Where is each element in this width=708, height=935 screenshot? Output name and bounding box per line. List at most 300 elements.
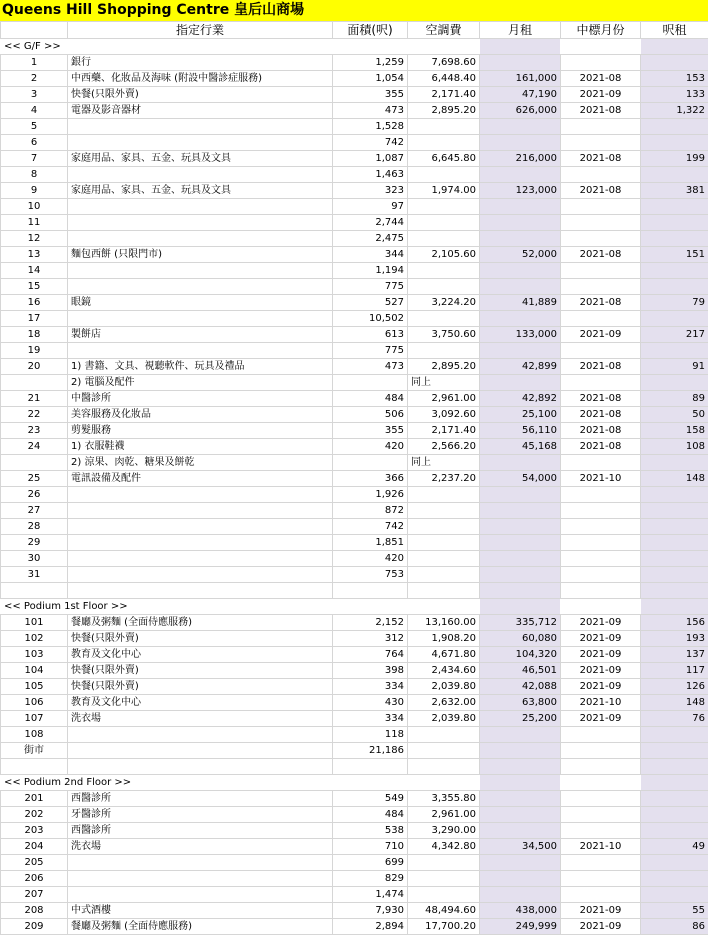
rent-per-sqft-cell: 117 xyxy=(641,663,708,679)
area-cell: 2,475 xyxy=(333,231,408,247)
monthly-rent-cell: 133,000 xyxy=(480,327,561,343)
ac-fee-cell xyxy=(408,503,480,519)
area-cell: 398 xyxy=(333,663,408,679)
rent-per-sqft-cell xyxy=(641,887,708,903)
area-cell: 7,930 xyxy=(333,903,408,919)
unit-cell: 27 xyxy=(1,503,68,519)
unit-cell: 9 xyxy=(1,183,68,199)
rent-per-sqft-cell xyxy=(641,119,708,135)
ac-fee-cell: 2,566.20 xyxy=(408,439,480,455)
monthly-rent-cell xyxy=(480,231,561,247)
area-cell: 2,744 xyxy=(333,215,408,231)
table-row xyxy=(1,71,708,87)
monthly-rent-cell: 34,500 xyxy=(480,839,561,855)
rent-per-sqft-cell xyxy=(641,487,708,503)
ac-fee-cell: 4,671.80 xyxy=(408,647,480,663)
trade-cell xyxy=(68,567,333,583)
section-header-row xyxy=(1,39,708,55)
table-row xyxy=(1,247,708,263)
section-label: << Podium 1st Floor >> xyxy=(1,599,333,615)
rent-per-sqft-cell: 79 xyxy=(641,295,708,311)
area-cell: 118 xyxy=(333,727,408,743)
tender-month-cell: 2021-08 xyxy=(561,151,641,167)
table-row xyxy=(1,535,708,551)
trade-cell: 眼鏡 xyxy=(68,295,333,311)
spacer-cell xyxy=(641,599,708,615)
table-row xyxy=(1,823,708,839)
monthly-rent-cell: 42,088 xyxy=(480,679,561,695)
rent-per-sqft-cell xyxy=(641,519,708,535)
trade-cell: 西醫診所 xyxy=(68,823,333,839)
area-cell: 1,087 xyxy=(333,151,408,167)
table-row xyxy=(1,743,708,759)
trade-cell: 電器及影音器材 xyxy=(68,103,333,119)
col-header-rent-per-sqft: 呎租 xyxy=(641,22,708,39)
rent-per-sqft-cell xyxy=(641,199,708,215)
monthly-rent-cell: 335,712 xyxy=(480,615,561,631)
ac-fee-cell xyxy=(408,135,480,151)
unit-cell: 108 xyxy=(1,727,68,743)
tender-month-cell xyxy=(561,199,641,215)
tender-month-cell xyxy=(561,311,641,327)
ac-fee-cell xyxy=(408,279,480,295)
trade-cell xyxy=(68,855,333,871)
spacer-cell xyxy=(641,39,708,55)
trade-cell xyxy=(68,743,333,759)
tender-month-cell xyxy=(561,727,641,743)
unit-cell: 31 xyxy=(1,567,68,583)
unit-cell xyxy=(1,375,68,391)
unit-cell: 18 xyxy=(1,327,68,343)
unit-cell: 107 xyxy=(1,711,68,727)
rent-per-sqft-cell: 91 xyxy=(641,359,708,375)
unit-cell: 105 xyxy=(1,679,68,695)
unit-cell: 207 xyxy=(1,887,68,903)
unit-cell: 11 xyxy=(1,215,68,231)
ac-fee-cell xyxy=(408,743,480,759)
ac-fee-cell: 6,448.40 xyxy=(408,71,480,87)
spacer-cell xyxy=(333,759,408,775)
tender-month-cell xyxy=(561,503,641,519)
monthly-rent-cell xyxy=(480,567,561,583)
ac-fee-cell xyxy=(408,263,480,279)
monthly-rent-cell: 56,110 xyxy=(480,423,561,439)
unit-cell: 205 xyxy=(1,855,68,871)
trade-cell: 麵包西餅 (只限門市) xyxy=(68,247,333,263)
trade-cell: 銀行 xyxy=(68,55,333,71)
trade-cell xyxy=(68,199,333,215)
table-row xyxy=(1,151,708,167)
area-cell: 742 xyxy=(333,135,408,151)
table-row xyxy=(1,391,708,407)
tender-month-cell xyxy=(561,279,641,295)
area-cell: 1,463 xyxy=(333,167,408,183)
unit-cell: 街市 xyxy=(1,743,68,759)
trade-cell: 洗衣場 xyxy=(68,711,333,727)
table-row xyxy=(1,887,708,903)
spacer-cell xyxy=(480,39,561,55)
tender-month-cell xyxy=(561,119,641,135)
rent-per-sqft-cell: 108 xyxy=(641,439,708,455)
ac-fee-cell: 1,908.20 xyxy=(408,631,480,647)
trade-cell: 西醫診所 xyxy=(68,791,333,807)
tender-month-cell: 2021-09 xyxy=(561,903,641,919)
rent-per-sqft-cell xyxy=(641,55,708,71)
area-cell: 775 xyxy=(333,343,408,359)
unit-cell: 15 xyxy=(1,279,68,295)
monthly-rent-cell: 104,320 xyxy=(480,647,561,663)
table-row xyxy=(1,567,708,583)
unit-cell: 209 xyxy=(1,919,68,935)
ac-fee-cell xyxy=(408,535,480,551)
area-cell: 473 xyxy=(333,103,408,119)
ac-fee-cell xyxy=(408,215,480,231)
spacer-cell xyxy=(480,759,561,775)
unit-cell: 8 xyxy=(1,167,68,183)
table-row xyxy=(1,439,708,455)
tender-month-cell xyxy=(561,455,641,471)
tender-month-cell xyxy=(561,135,641,151)
ac-fee-cell: 2,434.60 xyxy=(408,663,480,679)
trade-cell xyxy=(68,119,333,135)
trade-cell: 中式酒樓 xyxy=(68,903,333,919)
tender-month-cell xyxy=(561,263,641,279)
tender-month-cell xyxy=(561,807,641,823)
table-row xyxy=(1,119,708,135)
ac-fee-cell: 3,750.60 xyxy=(408,327,480,343)
area-cell: 484 xyxy=(333,807,408,823)
area-cell: 775 xyxy=(333,279,408,295)
tender-month-cell xyxy=(561,167,641,183)
trade-cell xyxy=(68,343,333,359)
trade-cell: 製餅店 xyxy=(68,327,333,343)
ac-fee-cell: 7,698.60 xyxy=(408,55,480,71)
tender-month-cell: 2021-08 xyxy=(561,359,641,375)
rent-per-sqft-cell xyxy=(641,743,708,759)
tender-month-cell: 2021-08 xyxy=(561,295,641,311)
area-cell: 2,152 xyxy=(333,615,408,631)
tender-month-cell xyxy=(561,519,641,535)
rent-per-sqft-cell: 89 xyxy=(641,391,708,407)
tender-month-cell xyxy=(561,743,641,759)
unit-cell: 2 xyxy=(1,71,68,87)
unit-cell: 204 xyxy=(1,839,68,855)
tender-month-cell xyxy=(561,535,641,551)
ac-fee-cell: 3,355.80 xyxy=(408,791,480,807)
spacer-cell xyxy=(1,759,68,775)
spacer-cell xyxy=(408,759,480,775)
ac-fee-cell: 17,700.20 xyxy=(408,919,480,935)
monthly-rent-cell: 45,168 xyxy=(480,439,561,455)
table-row xyxy=(1,519,708,535)
rent-per-sqft-cell xyxy=(641,567,708,583)
trade-cell: 快餐(只限外賣) xyxy=(68,631,333,647)
area-cell: 10,502 xyxy=(333,311,408,327)
area-cell: 872 xyxy=(333,503,408,519)
trade-cell: 2) 涼果、肉乾、糖果及餅乾 xyxy=(68,455,333,471)
spacer-cell xyxy=(480,583,561,599)
ac-fee-cell: 3,290.00 xyxy=(408,823,480,839)
table-row xyxy=(1,631,708,647)
trade-cell: 快餐(只限外賣) xyxy=(68,87,333,103)
monthly-rent-cell: 249,999 xyxy=(480,919,561,935)
col-header-ac-fee: 空調費 xyxy=(408,22,480,39)
ac-fee-cell: 2,039.80 xyxy=(408,711,480,727)
area-cell: 355 xyxy=(333,87,408,103)
ac-fee-cell: 2,961.00 xyxy=(408,391,480,407)
header-row xyxy=(1,22,708,39)
monthly-rent-cell xyxy=(480,535,561,551)
rent-per-sqft-cell: 148 xyxy=(641,695,708,711)
table-row xyxy=(1,423,708,439)
trade-cell: 1) 衣服鞋襪 xyxy=(68,439,333,455)
table-row xyxy=(1,711,708,727)
unit-cell: 3 xyxy=(1,87,68,103)
monthly-rent-cell xyxy=(480,279,561,295)
area-cell: 1,851 xyxy=(333,535,408,551)
trade-cell: 快餐(只限外賣) xyxy=(68,663,333,679)
spacer-cell xyxy=(561,39,641,55)
rent-per-sqft-cell: 148 xyxy=(641,471,708,487)
table-row xyxy=(1,647,708,663)
monthly-rent-cell xyxy=(480,743,561,759)
unit-cell: 208 xyxy=(1,903,68,919)
monthly-rent-cell xyxy=(480,887,561,903)
trade-cell xyxy=(68,231,333,247)
table-row xyxy=(1,55,708,71)
monthly-rent-cell xyxy=(480,263,561,279)
area-cell: 742 xyxy=(333,519,408,535)
tender-month-cell xyxy=(561,215,641,231)
ac-fee-cell xyxy=(408,199,480,215)
table-row xyxy=(1,903,708,919)
unit-cell: 101 xyxy=(1,615,68,631)
spacer-cell xyxy=(561,775,641,791)
area-cell xyxy=(333,455,408,471)
unit-cell: 16 xyxy=(1,295,68,311)
tender-month-cell: 2021-09 xyxy=(561,327,641,343)
monthly-rent-cell xyxy=(480,343,561,359)
spacer-cell xyxy=(561,759,641,775)
monthly-rent-cell xyxy=(480,855,561,871)
table-row xyxy=(1,279,708,295)
spacer-cell xyxy=(408,39,480,55)
rent-per-sqft-cell: 217 xyxy=(641,327,708,343)
monthly-rent-cell xyxy=(480,55,561,71)
unit-cell: 23 xyxy=(1,423,68,439)
area-cell: 430 xyxy=(333,695,408,711)
trade-cell: 餐廳及粥麵 (全面侍應服務) xyxy=(68,615,333,631)
ac-fee-cell: 同上 xyxy=(408,375,480,391)
spacer-cell xyxy=(333,775,408,791)
trade-cell xyxy=(68,215,333,231)
tender-month-cell xyxy=(561,375,641,391)
unit-cell: 102 xyxy=(1,631,68,647)
monthly-rent-cell: 626,000 xyxy=(480,103,561,119)
area-cell: 710 xyxy=(333,839,408,855)
area-cell: 21,186 xyxy=(333,743,408,759)
trade-cell xyxy=(68,519,333,535)
area-cell: 527 xyxy=(333,295,408,311)
ac-fee-cell xyxy=(408,167,480,183)
table-row xyxy=(1,199,708,215)
area-cell: 549 xyxy=(333,791,408,807)
area-cell: 764 xyxy=(333,647,408,663)
area-cell: 334 xyxy=(333,679,408,695)
ac-fee-cell: 2,632.00 xyxy=(408,695,480,711)
trade-cell: 美容服務及化妝品 xyxy=(68,407,333,423)
tender-month-cell: 2021-08 xyxy=(561,407,641,423)
table-row xyxy=(1,343,708,359)
rent-per-sqft-cell: 137 xyxy=(641,647,708,663)
unit-cell: 12 xyxy=(1,231,68,247)
unit-cell: 104 xyxy=(1,663,68,679)
table-row xyxy=(1,663,708,679)
rent-per-sqft-cell: 151 xyxy=(641,247,708,263)
ac-fee-cell: 2,895.20 xyxy=(408,359,480,375)
monthly-rent-cell: 52,000 xyxy=(480,247,561,263)
area-cell: 312 xyxy=(333,631,408,647)
spacer-cell xyxy=(641,775,708,791)
rent-per-sqft-cell xyxy=(641,215,708,231)
monthly-rent-cell: 46,501 xyxy=(480,663,561,679)
tender-month-cell: 2021-09 xyxy=(561,631,641,647)
monthly-rent-cell xyxy=(480,791,561,807)
rent-per-sqft-cell: 133 xyxy=(641,87,708,103)
rent-per-sqft-cell: 126 xyxy=(641,679,708,695)
tender-month-cell: 2021-10 xyxy=(561,471,641,487)
trade-cell xyxy=(68,311,333,327)
unit-cell: 1 xyxy=(1,55,68,71)
unit-cell: 203 xyxy=(1,823,68,839)
trade-cell: 剪髮服務 xyxy=(68,423,333,439)
title-bar xyxy=(0,0,708,22)
rent-per-sqft-cell xyxy=(641,455,708,471)
rent-per-sqft-cell: 1,322 xyxy=(641,103,708,119)
monthly-rent-cell: 161,000 xyxy=(480,71,561,87)
tender-month-cell xyxy=(561,791,641,807)
trade-cell xyxy=(68,887,333,903)
monthly-rent-cell: 54,000 xyxy=(480,471,561,487)
trade-cell: 教育及文化中心 xyxy=(68,647,333,663)
trade-cell xyxy=(68,535,333,551)
tender-month-cell: 2021-08 xyxy=(561,183,641,199)
rent-per-sqft-cell xyxy=(641,343,708,359)
tender-month-cell xyxy=(561,551,641,567)
tender-month-cell xyxy=(561,887,641,903)
rent-per-sqft-cell xyxy=(641,311,708,327)
col-header-trade: 指定行業 xyxy=(68,22,333,39)
rent-per-sqft-cell: 156 xyxy=(641,615,708,631)
area-cell: 699 xyxy=(333,855,408,871)
section-label: << G/F >> xyxy=(1,39,333,55)
ac-fee-cell: 48,494.60 xyxy=(408,903,480,919)
monthly-rent-cell xyxy=(480,311,561,327)
spacer-cell xyxy=(480,775,561,791)
table-row xyxy=(1,135,708,151)
area-cell: 2,894 xyxy=(333,919,408,935)
trade-cell xyxy=(68,551,333,567)
unit-cell: 6 xyxy=(1,135,68,151)
section-label: << Podium 2nd Floor >> xyxy=(1,775,333,791)
monthly-rent-cell xyxy=(480,823,561,839)
monthly-rent-cell xyxy=(480,807,561,823)
trade-cell xyxy=(68,263,333,279)
spacer-cell xyxy=(333,583,408,599)
unit-cell: 206 xyxy=(1,871,68,887)
area-cell: 613 xyxy=(333,327,408,343)
tender-month-cell xyxy=(561,231,641,247)
ac-fee-cell: 2,961.00 xyxy=(408,807,480,823)
rent-per-sqft-cell: 50 xyxy=(641,407,708,423)
ac-fee-cell: 2,039.80 xyxy=(408,679,480,695)
sheet-title: Queens Hill Shopping Centre 皇后山商場 xyxy=(2,1,304,20)
tender-month-cell: 2021-08 xyxy=(561,103,641,119)
table-row xyxy=(1,727,708,743)
unit-cell: 5 xyxy=(1,119,68,135)
unit-cell: 24 xyxy=(1,439,68,455)
table-row xyxy=(1,375,708,391)
ac-fee-cell: 2,105.60 xyxy=(408,247,480,263)
rent-per-sqft-cell xyxy=(641,263,708,279)
section-header-row xyxy=(1,775,708,791)
unit-cell: 20 xyxy=(1,359,68,375)
unit-cell: 25 xyxy=(1,471,68,487)
rent-per-sqft-cell xyxy=(641,535,708,551)
trade-cell: 家庭用品、家具、五金、玩具及文具 xyxy=(68,151,333,167)
unit-cell: 19 xyxy=(1,343,68,359)
rent-per-sqft-cell: 76 xyxy=(641,711,708,727)
ac-fee-cell: 6,645.80 xyxy=(408,151,480,167)
monthly-rent-cell: 42,892 xyxy=(480,391,561,407)
table-row xyxy=(1,327,708,343)
spacer-cell xyxy=(561,583,641,599)
unit-cell: 106 xyxy=(1,695,68,711)
trade-cell: 2) 電腦及配件 xyxy=(68,375,333,391)
tender-month-cell xyxy=(561,487,641,503)
unit-cell: 7 xyxy=(1,151,68,167)
trade-cell: 電訊設備及配件 xyxy=(68,471,333,487)
table-row xyxy=(1,311,708,327)
spacer-cell xyxy=(68,583,333,599)
tender-month-cell xyxy=(561,343,641,359)
trade-cell xyxy=(68,167,333,183)
area-cell: 538 xyxy=(333,823,408,839)
ac-fee-cell xyxy=(408,311,480,327)
monthly-rent-cell xyxy=(480,487,561,503)
spacer-cell xyxy=(480,599,561,615)
ac-fee-cell: 2,237.20 xyxy=(408,471,480,487)
tender-month-cell: 2021-08 xyxy=(561,247,641,263)
area-cell: 420 xyxy=(333,439,408,455)
unit-cell: 4 xyxy=(1,103,68,119)
table-row xyxy=(1,87,708,103)
unit-cell: 26 xyxy=(1,487,68,503)
spacer-cell xyxy=(561,599,641,615)
monthly-rent-cell: 216,000 xyxy=(480,151,561,167)
ac-fee-cell: 3,224.20 xyxy=(408,295,480,311)
trade-cell: 餐廳及粥麵 (全面侍應服務) xyxy=(68,919,333,935)
rent-per-sqft-cell: 55 xyxy=(641,903,708,919)
trade-cell: 牙醫診所 xyxy=(68,807,333,823)
area-cell: 97 xyxy=(333,199,408,215)
spacer-cell xyxy=(641,759,708,775)
tender-month-cell xyxy=(561,823,641,839)
table-row xyxy=(1,471,708,487)
monthly-rent-cell: 438,000 xyxy=(480,903,561,919)
col-header-tender-month: 中標月份 xyxy=(561,22,641,39)
table-row xyxy=(1,455,708,471)
